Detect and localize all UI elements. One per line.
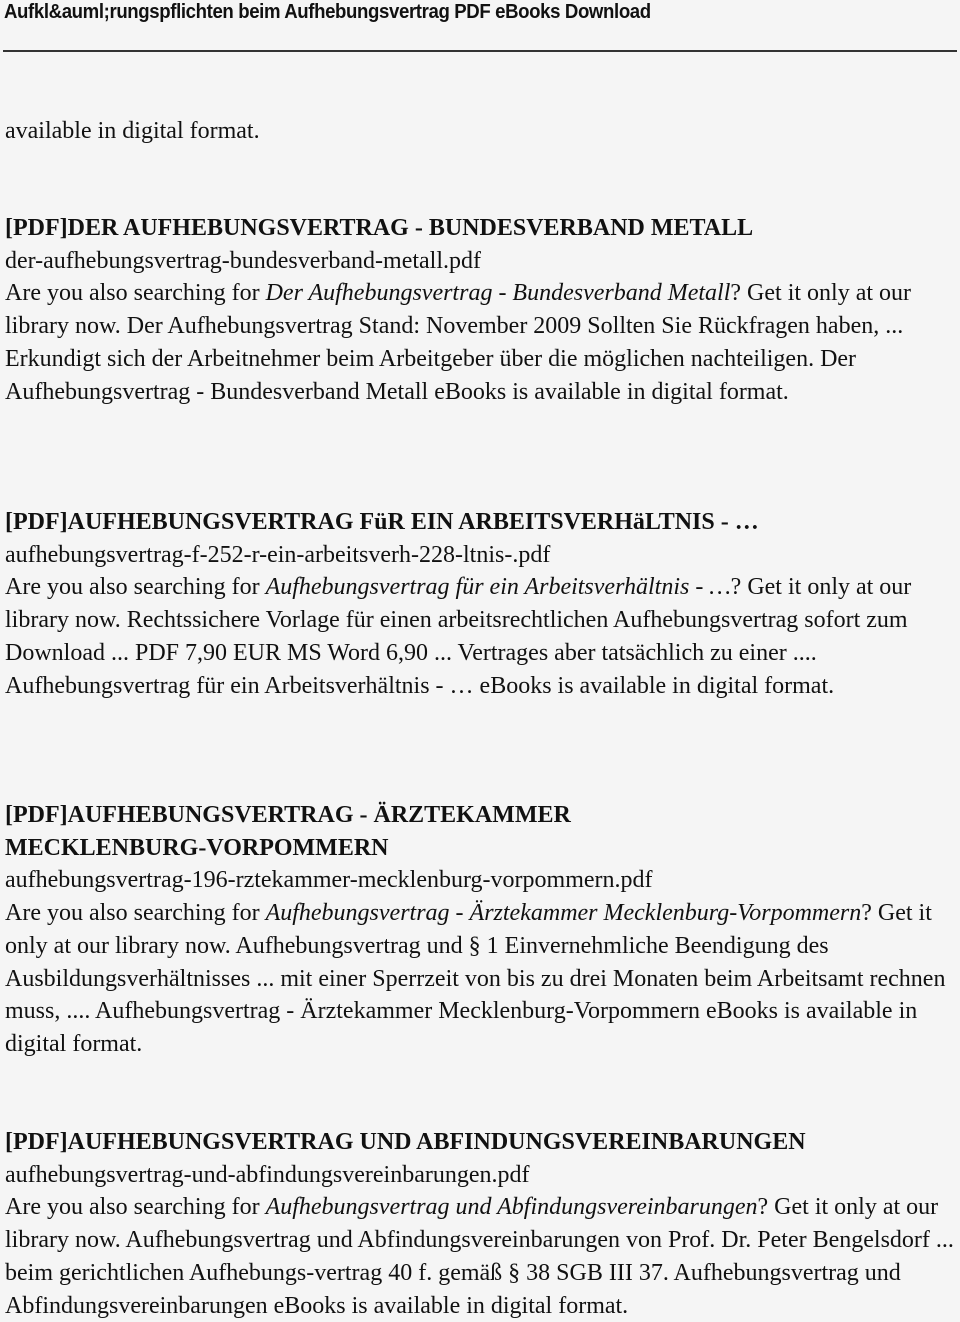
result-title[interactable]: [PDF]AUFHEBUNGSVERTRAG - ÄRZTEKAMMER MECKLENBURG-VORPOMMERN [5, 802, 571, 861]
result-filename: aufhebungsvertrag-196-rztekammer-mecklenburg-vorpommern.pdf [5, 867, 653, 894]
result-filename: aufhebungsvertrag-f-252-r-ein-arbeitsverh-228-ltnis-.pdf [5, 541, 551, 568]
description-body: ? Get it only at our library now. Aufhebungsvertrag und Abfindungsvereinbarungen von Prof. Dr. Peter Bengelsdorf ... beim gerichtlichen Aufhebungs-vertrag 40 f. gemäß § 38 SGB III 37. Aufhebungsvertrag und Abfindungsvereinbarungen eBooks is available in digital format. [5, 1194, 954, 1319]
result-section [5, 1126, 957, 1322]
result-section [5, 799, 957, 1061]
result-title[interactable]: [PDF]AUFHEBUNGSVERTRAG UND ABFINDUNGSVEREINBARUNGEN [5, 1129, 806, 1155]
result-title[interactable]: [PDF]AUFHEBUNGSVERTRAG FüR EIN ARBEITSVERHäLTNIS - … [5, 509, 759, 535]
description-prefix: Are you also searching for [5, 900, 266, 927]
result-description [5, 571, 957, 702]
description-prefix: Are you also searching for [5, 280, 266, 307]
header-divider [3, 50, 957, 52]
result-description [5, 897, 957, 1061]
result-section [5, 506, 957, 702]
description-book-title: Aufhebungsvertrag für ein Arbeitsverhältnis - … [265, 574, 731, 601]
result-description [5, 277, 957, 408]
result-section [5, 212, 957, 408]
description-book-title: Der Aufhebungsvertrag - Bundesverband Metall [265, 280, 731, 307]
description-book-title: Aufhebungsvertrag und Abfindungsvereinbarungen [265, 1194, 758, 1221]
description-body: ? Get it only at our library now. Aufhebungsvertrag und § 1 Einvernehmliche Beendigung des Ausbildungsverhältnisses ... mit einer Sperrzeit von bis zu drei Monaten beim Arbeitsamt rechnen muss, .... Aufhebungsvertrag - Ärztekammer Mecklenburg-Vorpommern eBooks is available in digital format. [5, 900, 946, 1057]
description-body: ? Get it only at our library now. Der Aufhebungsvertrag Stand: November 2009 Sollten Sie Rückfragen haben, ... Erkundigt sich der Arbeitnehmer beim Arbeitgeber über die möglichen nachteiligen. Der Aufhebungsvertrag - Bundesverband Metall eBooks is available in digital format. [5, 280, 912, 405]
result-filename: aufhebungsvertrag-und-abfindungsvereinbarungen.pdf [5, 1161, 530, 1188]
document-header-title: Aufkl&auml;rungspflichten beim Aufhebungsvertrag PDF eBooks Download [4, 1, 651, 23]
description-book-title: Aufhebungsvertrag - Ärztekammer Mecklenburg-Vorpommern [265, 900, 862, 927]
description-prefix: Are you also searching for [5, 574, 266, 601]
result-description [5, 1191, 957, 1322]
description-body: ? Get it only at our library now. Rechtssichere Vorlage für einen arbeitsrechtlichen Aufhebungsvertrag sofort zum Download ... PDF 7,90 EUR MS Word 6,90 ... Vertrages aber tatsächlich zu einer .... Aufhebungsvertrag für ein Arbeitsverhältnis - … eBooks is available in digital format. [5, 574, 912, 699]
result-title[interactable]: [PDF]DER AUFHEBUNGSVERTRAG - BUNDESVERBAND METALL [5, 215, 754, 241]
intro-tail: available in digital format. [5, 118, 260, 144]
description-prefix: Are you also searching for [5, 1194, 266, 1221]
result-filename: der-aufhebungsvertrag-bundesverband-metall.pdf [5, 247, 481, 274]
